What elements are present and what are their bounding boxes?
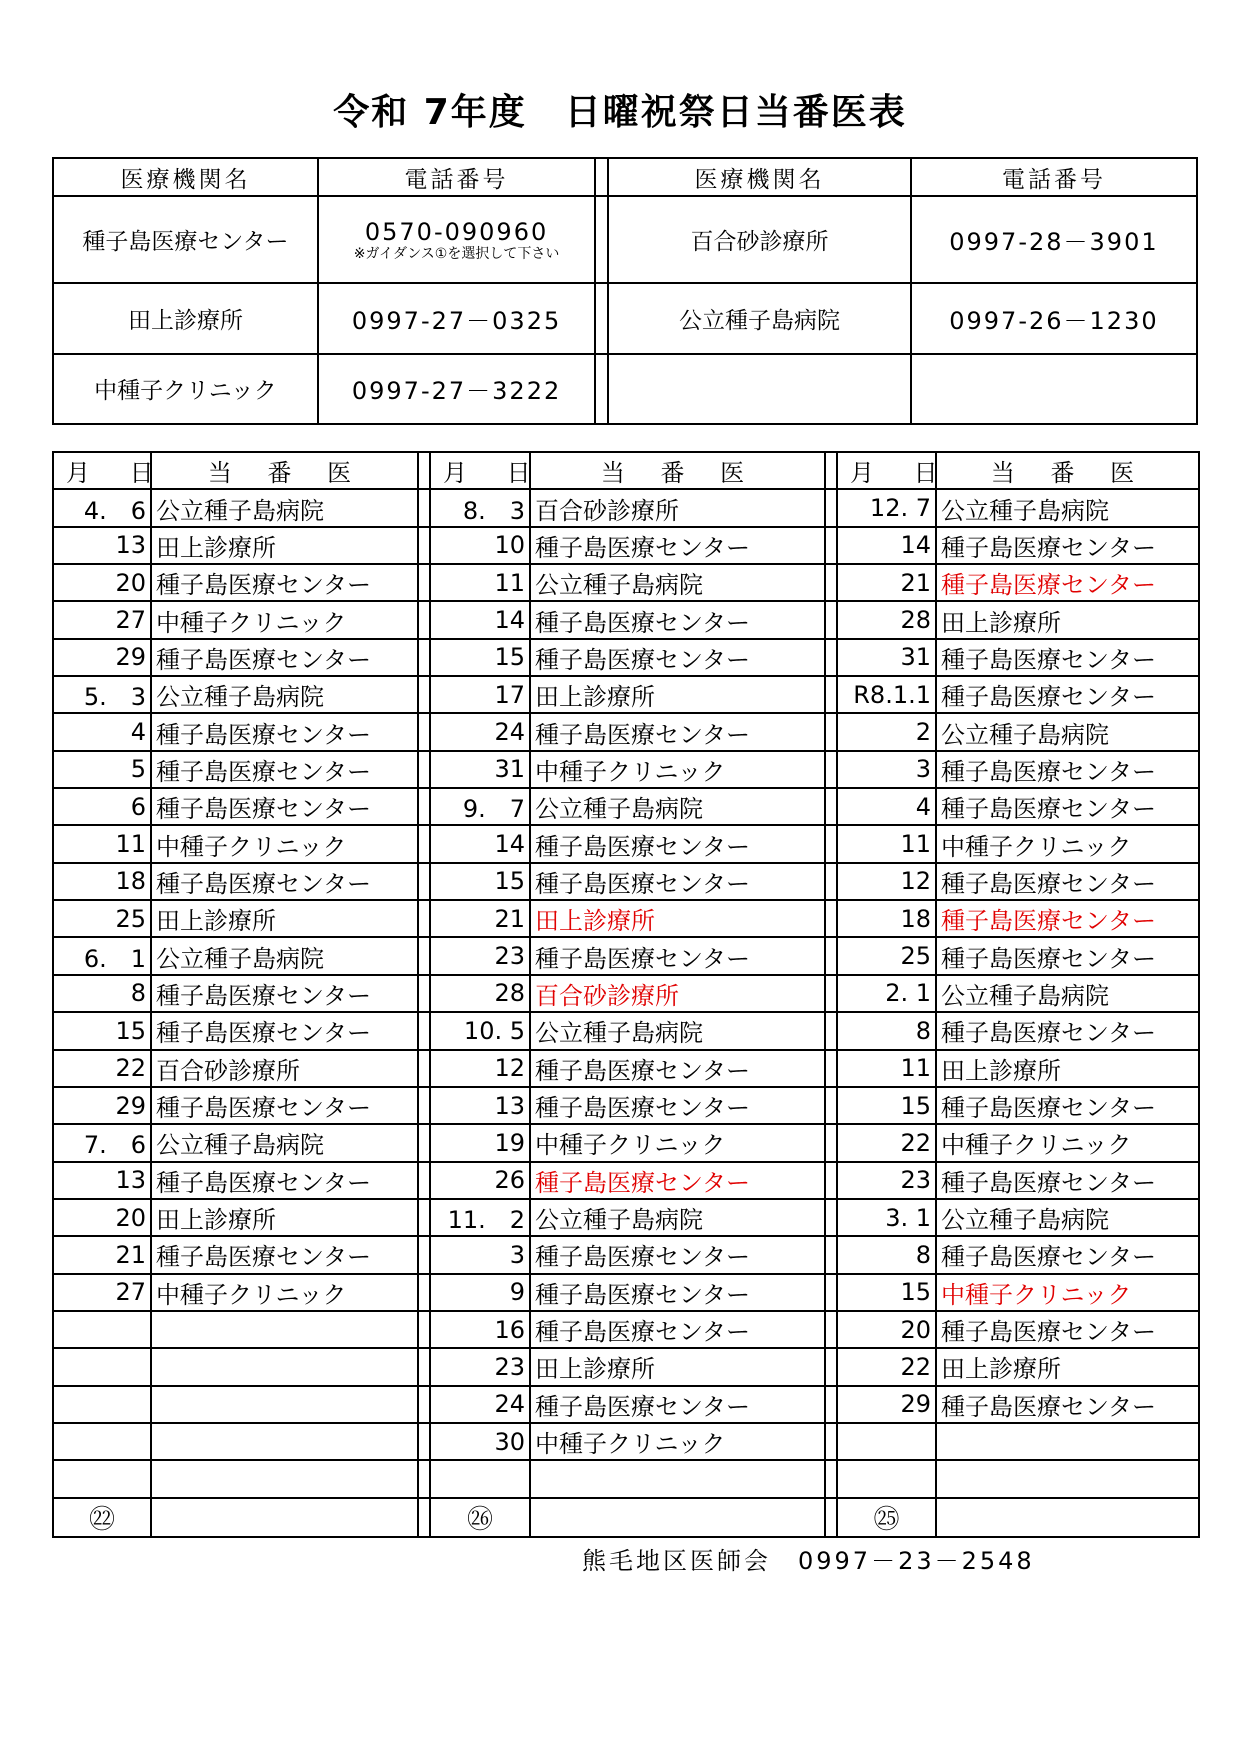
contact-header-name: 医療機関名 xyxy=(53,158,318,196)
duty-date: 3. 1 xyxy=(837,1199,936,1236)
column-divider xyxy=(825,713,837,750)
duty-count: ㉒ xyxy=(53,1498,151,1537)
schedule-row xyxy=(53,489,1199,526)
duty-date: 2. 1 xyxy=(837,975,936,1012)
duty-clinic: 種子島医療センター xyxy=(151,1162,418,1199)
duty-date: 8 xyxy=(53,975,151,1012)
duty-date: 11 xyxy=(430,564,530,601)
column-divider xyxy=(825,1423,837,1460)
column-divider xyxy=(825,1050,837,1087)
duty-date: 23 xyxy=(430,937,530,974)
duty-date: 22 xyxy=(837,1124,936,1161)
schedule-row xyxy=(53,1274,1199,1311)
duty-date: 27 xyxy=(53,1274,151,1311)
duty-clinic: 公立種子島病院 xyxy=(151,937,418,974)
duty-clinic: 種子島医療センター xyxy=(530,601,825,638)
clinic-phone: 0997-28－3901 xyxy=(911,196,1197,283)
schedule-row xyxy=(53,1236,1199,1273)
column-divider xyxy=(418,489,430,526)
duty-clinic: 種子島医療センター xyxy=(151,564,418,601)
clinic-name: 百合砂診療所 xyxy=(608,196,911,283)
duty-date: 29 xyxy=(53,1087,151,1124)
duty-date: 25 xyxy=(53,900,151,937)
duty-clinic: 中種子クリニック xyxy=(151,825,418,862)
column-divider xyxy=(825,751,837,788)
duty-date: 5. 3 xyxy=(53,676,151,713)
clinic-phone: 0997-27－0325 xyxy=(318,283,595,353)
duty-clinic: 種子島医療センター xyxy=(936,527,1199,564)
duty-date: 20 xyxy=(53,564,151,601)
schedule-row xyxy=(53,1199,1199,1236)
duty-clinic: 種子島医療センター xyxy=(936,1386,1199,1423)
schedule-row xyxy=(53,1311,1199,1348)
clinic-phone: 0997-27－3222 xyxy=(318,354,595,424)
column-divider xyxy=(418,1050,430,1087)
duty-clinic xyxy=(151,1423,418,1460)
column-divider xyxy=(825,1498,837,1537)
contact-header-name: 医療機関名 xyxy=(608,158,911,196)
duty-clinic: 種子島医療センター xyxy=(936,863,1199,900)
column-divider xyxy=(418,788,430,825)
duty-clinic: 公立種子島病院 xyxy=(151,676,418,713)
duty-clinic: 田上診療所 xyxy=(936,601,1199,638)
duty-clinic: 中種子クリニック xyxy=(936,1124,1199,1161)
duty-clinic: 公立種子島病院 xyxy=(530,1199,825,1236)
duty-schedule-table xyxy=(52,451,1200,1538)
column-divider xyxy=(595,354,608,424)
duty-date: 28 xyxy=(837,601,936,638)
duty-date: 18 xyxy=(837,900,936,937)
column-divider xyxy=(418,1460,430,1497)
column-divider xyxy=(825,975,837,1012)
duty-clinic: 種子島医療センター xyxy=(936,564,1199,601)
duty-clinic: 種子島医療センター xyxy=(151,788,418,825)
column-divider xyxy=(418,1087,430,1124)
duty-clinic: 種子島医療センター xyxy=(530,937,825,974)
duty-clinic xyxy=(151,1348,418,1385)
column-divider xyxy=(825,601,837,638)
duty-clinic: 種子島医療センター xyxy=(151,975,418,1012)
duty-clinic: 田上診療所 xyxy=(936,1050,1199,1087)
duty-date: 25 xyxy=(837,937,936,974)
duty-clinic: 種子島医療センター xyxy=(936,1311,1199,1348)
clinic-name: 公立種子島病院 xyxy=(608,283,911,353)
column-divider xyxy=(825,489,837,526)
column-divider xyxy=(825,1274,837,1311)
duty-date xyxy=(53,1423,151,1460)
clinic-name: 田上診療所 xyxy=(53,283,318,353)
column-divider xyxy=(418,937,430,974)
empty-cell xyxy=(530,1498,825,1537)
column-divider xyxy=(418,1199,430,1236)
column-divider xyxy=(595,196,608,283)
duty-clinic: 種子島医療センター xyxy=(530,527,825,564)
clinic-phone xyxy=(318,196,595,283)
schedule-row xyxy=(53,1124,1199,1161)
column-divider xyxy=(418,1124,430,1161)
duty-date xyxy=(837,1423,936,1460)
schedule-row xyxy=(53,937,1199,974)
duty-clinic: 種子島医療センター xyxy=(530,1274,825,1311)
schedule-row xyxy=(53,825,1199,862)
schedule-row xyxy=(53,527,1199,564)
duty-clinic: 種子島医療センター xyxy=(936,1236,1199,1273)
duty-clinic: 種子島医療センター xyxy=(151,1236,418,1273)
duty-date: 31 xyxy=(837,639,936,676)
column-divider xyxy=(825,1460,837,1497)
duty-date xyxy=(53,1460,151,1497)
guidance-note: ※ガイダンス①を選択して下さい xyxy=(353,245,560,262)
duty-clinic: 種子島医療センター xyxy=(151,1012,418,1049)
header-doctor: 当 番 医 xyxy=(530,452,825,489)
column-divider xyxy=(418,527,430,564)
column-divider xyxy=(418,713,430,750)
duty-date: 22 xyxy=(53,1050,151,1087)
column-divider xyxy=(825,937,837,974)
clinic-name xyxy=(608,354,911,424)
column-divider xyxy=(825,825,837,862)
duty-clinic: 中種子クリニック xyxy=(936,825,1199,862)
duty-clinic: 公立種子島病院 xyxy=(936,713,1199,750)
duty-date: 7. 6 xyxy=(53,1124,151,1161)
duty-clinic: 公立種子島病院 xyxy=(530,1012,825,1049)
duty-date: 8 xyxy=(837,1236,936,1273)
duty-date: 30 xyxy=(430,1423,530,1460)
schedule-row xyxy=(53,676,1199,713)
duty-clinic: 種子島医療センター xyxy=(530,1050,825,1087)
duty-date: 15 xyxy=(837,1274,936,1311)
duty-date: 21 xyxy=(430,900,530,937)
duty-date: 31 xyxy=(430,751,530,788)
duty-clinic: 公立種子島病院 xyxy=(936,489,1199,526)
duty-date: 4 xyxy=(837,788,936,825)
duty-date: 11 xyxy=(53,825,151,862)
duty-date: 9. 7 xyxy=(430,788,530,825)
column-divider xyxy=(418,676,430,713)
duty-date: 12 xyxy=(837,863,936,900)
schedule-count-row xyxy=(53,1498,1199,1537)
duty-clinic: 種子島医療センター xyxy=(530,1087,825,1124)
duty-clinic: 中種子クリニック xyxy=(151,601,418,638)
duty-clinic: 種子島医療センター xyxy=(151,639,418,676)
empty-cell xyxy=(151,1498,418,1537)
contact-row xyxy=(53,354,1197,424)
contact-row xyxy=(53,196,1197,283)
footer-contact: 熊毛地区医師会 0997－23－2548 xyxy=(582,1547,1035,1575)
duty-clinic: 百合砂診療所 xyxy=(530,975,825,1012)
duty-count: ㉖ xyxy=(430,1498,530,1537)
column-divider xyxy=(825,527,837,564)
column-divider xyxy=(595,158,608,196)
column-divider xyxy=(418,1311,430,1348)
duty-date: 17 xyxy=(430,676,530,713)
schedule-row xyxy=(53,1162,1199,1199)
duty-clinic: 公立種子島病院 xyxy=(151,1124,418,1161)
column-divider xyxy=(825,564,837,601)
duty-date xyxy=(53,1386,151,1423)
clinic-phone: 0997-26－1230 xyxy=(911,283,1197,353)
duty-date xyxy=(53,1311,151,1348)
duty-clinic: 種子島医療センター xyxy=(530,1236,825,1273)
duty-date: 8 xyxy=(837,1012,936,1049)
duty-date: 14 xyxy=(837,527,936,564)
column-divider xyxy=(825,1348,837,1385)
header-date: 月 日 xyxy=(53,452,151,489)
column-divider xyxy=(418,1498,430,1537)
column-divider xyxy=(418,1423,430,1460)
duty-date: 9 xyxy=(430,1274,530,1311)
duty-clinic: 種子島医療センター xyxy=(151,713,418,750)
duty-date: 6. 1 xyxy=(53,937,151,974)
column-divider xyxy=(825,1311,837,1348)
column-divider xyxy=(418,825,430,862)
duty-clinic: 田上診療所 xyxy=(530,1348,825,1385)
duty-date: 3 xyxy=(837,751,936,788)
column-divider xyxy=(825,788,837,825)
duty-clinic: 種子島医療センター xyxy=(530,1162,825,1199)
clinic-name: 種子島医療センター xyxy=(53,196,318,283)
column-divider xyxy=(418,1012,430,1049)
duty-date: 4. 6 xyxy=(53,489,151,526)
duty-clinic: 田上診療所 xyxy=(151,900,418,937)
duty-clinic: 種子島医療センター xyxy=(936,639,1199,676)
duty-date: 14 xyxy=(430,601,530,638)
duty-clinic: 種子島医療センター xyxy=(530,639,825,676)
duty-clinic: 種子島医療センター xyxy=(530,1386,825,1423)
duty-clinic: 種子島医療センター xyxy=(936,1087,1199,1124)
duty-count: ㉕ xyxy=(837,1498,936,1537)
schedule-row xyxy=(53,601,1199,638)
duty-date: 19 xyxy=(430,1124,530,1161)
duty-date: 6 xyxy=(53,788,151,825)
duty-clinic: 種子島医療センター xyxy=(530,825,825,862)
column-divider xyxy=(825,452,837,489)
duty-clinic: 中種子クリニック xyxy=(936,1274,1199,1311)
duty-clinic xyxy=(151,1460,418,1497)
empty-cell xyxy=(936,1498,1199,1537)
column-divider xyxy=(418,639,430,676)
duty-clinic: 種子島医療センター xyxy=(936,676,1199,713)
duty-date: 28 xyxy=(430,975,530,1012)
duty-date: R8.1.1 xyxy=(837,676,936,713)
duty-clinic: 種子島医療センター xyxy=(936,788,1199,825)
column-divider xyxy=(825,1012,837,1049)
duty-date: 20 xyxy=(837,1311,936,1348)
duty-clinic: 田上診療所 xyxy=(151,1199,418,1236)
duty-date: 29 xyxy=(837,1386,936,1423)
duty-date: 20 xyxy=(53,1199,151,1236)
duty-date: 12 xyxy=(430,1050,530,1087)
duty-date: 15 xyxy=(837,1087,936,1124)
duty-date: 11. 2 xyxy=(430,1199,530,1236)
duty-date: 8. 3 xyxy=(430,489,530,526)
duty-date: 10 xyxy=(430,527,530,564)
contact-header-phone: 電話番号 xyxy=(911,158,1197,196)
column-divider xyxy=(418,452,430,489)
column-divider xyxy=(418,564,430,601)
duty-clinic: 田上診療所 xyxy=(151,527,418,564)
duty-clinic xyxy=(530,1460,825,1497)
column-divider xyxy=(825,1386,837,1423)
column-divider xyxy=(825,676,837,713)
schedule-row xyxy=(53,1087,1199,1124)
duty-date: 24 xyxy=(430,1386,530,1423)
clinic-name: 中種子クリニック xyxy=(53,354,318,424)
duty-date: 23 xyxy=(837,1162,936,1199)
duty-date: 15 xyxy=(430,863,530,900)
duty-date xyxy=(430,1460,530,1497)
column-divider xyxy=(825,1124,837,1161)
duty-clinic: 公立種子島病院 xyxy=(530,564,825,601)
column-divider xyxy=(418,1162,430,1199)
header-date: 月 日 xyxy=(837,452,936,489)
contact-header-row xyxy=(53,158,1197,196)
duty-clinic xyxy=(151,1311,418,1348)
schedule-row xyxy=(53,975,1199,1012)
column-divider xyxy=(825,863,837,900)
column-divider xyxy=(418,601,430,638)
duty-date: 23 xyxy=(430,1348,530,1385)
duty-date: 5 xyxy=(53,751,151,788)
duty-date: 16 xyxy=(430,1311,530,1348)
schedule-row xyxy=(53,564,1199,601)
duty-date: 18 xyxy=(53,863,151,900)
duty-clinic: 公立種子島病院 xyxy=(530,788,825,825)
schedule-row xyxy=(53,1050,1199,1087)
duty-date: 24 xyxy=(430,713,530,750)
duty-clinic: 種子島医療センター xyxy=(530,1311,825,1348)
clinic-phone-number: 0570-090960 xyxy=(364,217,549,246)
schedule-row xyxy=(53,788,1199,825)
column-divider xyxy=(418,1386,430,1423)
schedule-header-row xyxy=(53,452,1199,489)
duty-clinic: 種子島医療センター xyxy=(151,863,418,900)
schedule-row xyxy=(53,1423,1199,1460)
schedule-row xyxy=(53,863,1199,900)
duty-date: 3 xyxy=(430,1236,530,1273)
duty-date: 13 xyxy=(430,1087,530,1124)
header-doctor: 当 番 医 xyxy=(151,452,418,489)
column-divider xyxy=(825,900,837,937)
duty-clinic: 種子島医療センター xyxy=(936,937,1199,974)
duty-clinic: 種子島医療センター xyxy=(936,900,1199,937)
duty-clinic: 百合砂診療所 xyxy=(530,489,825,526)
duty-clinic xyxy=(936,1460,1199,1497)
duty-clinic xyxy=(151,1386,418,1423)
column-divider xyxy=(418,751,430,788)
duty-clinic: 公立種子島病院 xyxy=(151,489,418,526)
schedule-row xyxy=(53,900,1199,937)
column-divider xyxy=(418,1274,430,1311)
duty-clinic: 公立種子島病院 xyxy=(936,1199,1199,1236)
column-divider xyxy=(418,900,430,937)
schedule-row xyxy=(53,639,1199,676)
column-divider xyxy=(825,1199,837,1236)
duty-date xyxy=(837,1460,936,1497)
duty-clinic: 田上診療所 xyxy=(530,676,825,713)
schedule-row xyxy=(53,751,1199,788)
duty-date: 13 xyxy=(53,1162,151,1199)
column-divider xyxy=(418,863,430,900)
column-divider xyxy=(825,639,837,676)
column-divider xyxy=(825,1162,837,1199)
duty-clinic: 種子島医療センター xyxy=(151,751,418,788)
duty-clinic: 百合砂診療所 xyxy=(151,1050,418,1087)
duty-date: 13 xyxy=(53,527,151,564)
duty-date: 11 xyxy=(837,825,936,862)
duty-clinic: 公立種子島病院 xyxy=(936,975,1199,1012)
duty-clinic: 種子島医療センター xyxy=(151,1087,418,1124)
duty-clinic: 中種子クリニック xyxy=(151,1274,418,1311)
clinic-phone xyxy=(911,354,1197,424)
contact-row xyxy=(53,283,1197,353)
schedule-row xyxy=(53,713,1199,750)
column-divider xyxy=(418,1348,430,1385)
duty-date: 27 xyxy=(53,601,151,638)
duty-clinic: 中種子クリニック xyxy=(530,1124,825,1161)
duty-clinic: 種子島医療センター xyxy=(936,1012,1199,1049)
duty-clinic: 種子島医療センター xyxy=(936,1162,1199,1199)
duty-date: 26 xyxy=(430,1162,530,1199)
duty-date: 21 xyxy=(53,1236,151,1273)
duty-date: 21 xyxy=(837,564,936,601)
duty-date: 14 xyxy=(430,825,530,862)
duty-date xyxy=(53,1348,151,1385)
column-divider xyxy=(418,975,430,1012)
schedule-row xyxy=(53,1348,1199,1385)
column-divider xyxy=(595,283,608,353)
duty-clinic xyxy=(936,1423,1199,1460)
duty-clinic: 種子島医療センター xyxy=(530,863,825,900)
duty-date: 12. 7 xyxy=(837,489,936,526)
page-title: 令和 7年度 日曜祝祭日当番医表 xyxy=(333,92,907,133)
duty-clinic: 中種子クリニック xyxy=(530,1423,825,1460)
duty-clinic: 種子島医療センター xyxy=(530,713,825,750)
duty-date: 2 xyxy=(837,713,936,750)
duty-date: 11 xyxy=(837,1050,936,1087)
column-divider xyxy=(825,1087,837,1124)
header-date: 月 日 xyxy=(430,452,530,489)
duty-date: 4 xyxy=(53,713,151,750)
schedule-row xyxy=(53,1386,1199,1423)
duty-clinic: 中種子クリニック xyxy=(530,751,825,788)
header-doctor: 当 番 医 xyxy=(936,452,1199,489)
duty-date: 22 xyxy=(837,1348,936,1385)
duty-date: 15 xyxy=(430,639,530,676)
duty-date: 10. 5 xyxy=(430,1012,530,1049)
column-divider xyxy=(825,1236,837,1273)
duty-clinic: 田上診療所 xyxy=(530,900,825,937)
duty-date: 15 xyxy=(53,1012,151,1049)
schedule-row xyxy=(53,1460,1199,1497)
column-divider xyxy=(418,1236,430,1273)
duty-date: 29 xyxy=(53,639,151,676)
schedule-row xyxy=(53,1012,1199,1049)
contact-table xyxy=(52,157,1198,425)
contact-header-phone: 電話番号 xyxy=(318,158,595,196)
duty-clinic: 田上診療所 xyxy=(936,1348,1199,1385)
duty-clinic: 種子島医療センター xyxy=(936,751,1199,788)
